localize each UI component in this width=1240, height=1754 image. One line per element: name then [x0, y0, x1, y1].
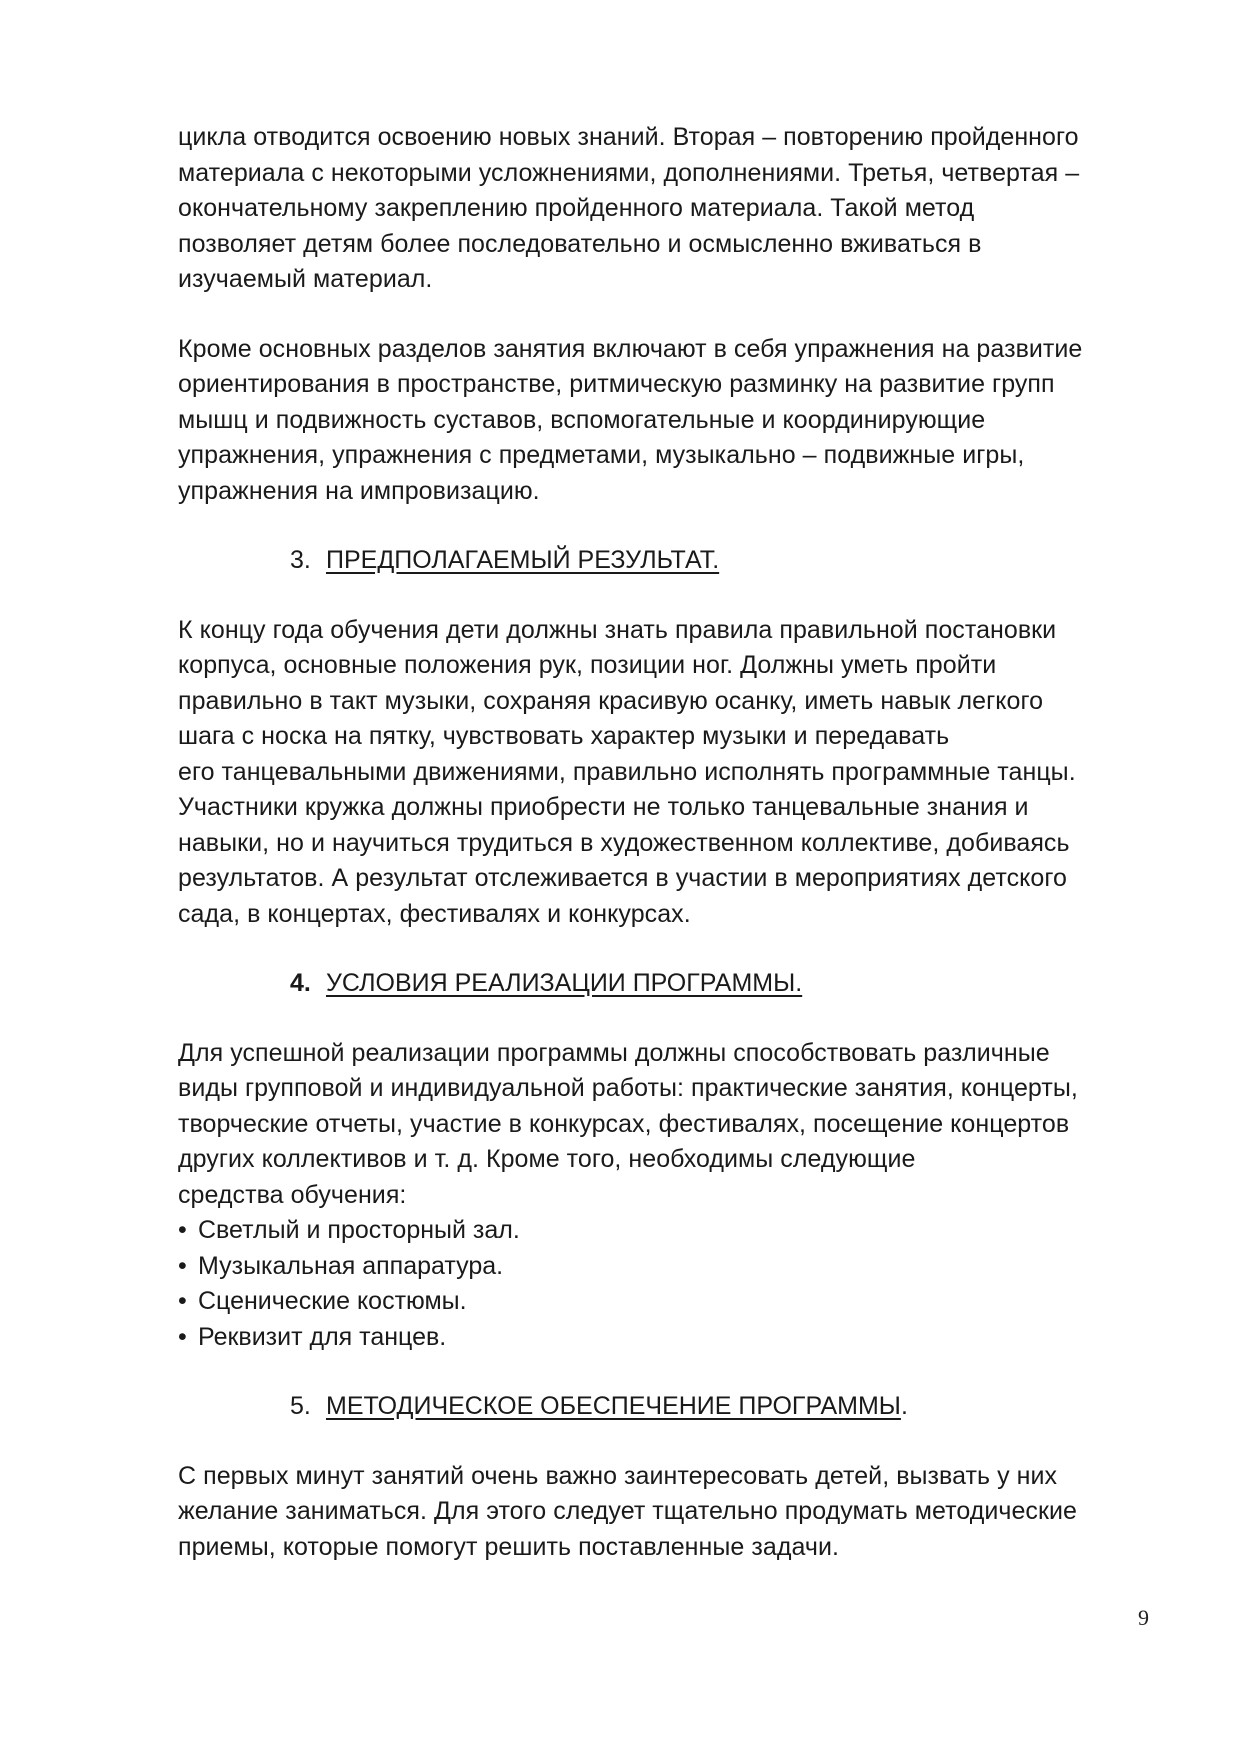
paragraph-line: изучаемый материал.	[178, 265, 433, 293]
list-item	[178, 1249, 1178, 1285]
paragraph-line: Кроме основных разделов занятия включают в себя упражнения на развитие	[178, 334, 1083, 363]
paragraph-line: его танцевальными движениями, правильно исполнять программные танцы.	[178, 757, 1076, 786]
section-3-heading	[178, 543, 1178, 579]
bullet-icon: •	[178, 1216, 187, 1244]
paragraph-gap	[178, 298, 1178, 332]
section-number: 3.	[290, 546, 311, 574]
paragraph-line: виды групповой и индивидуальной работы: практические занятия, концерты,	[178, 1074, 1078, 1102]
bullet-icon: •	[178, 1251, 187, 1280]
extra-exercises-paragraph	[178, 332, 1178, 510]
section-title: УСЛОВИЯ РЕАЛИЗАЦИИ ПРОГРАММЫ.	[326, 969, 803, 997]
paragraph-line: результатов. А результат отслеживается в участии в мероприятиях детского	[178, 864, 1067, 892]
section-3-paragraph	[178, 613, 1178, 933]
paragraph-line: ориентирования в пространстве, ритмическую разминку на развитие групп	[178, 370, 1055, 398]
list-item-text: Реквизит для танцев.	[198, 1322, 447, 1351]
document-page	[178, 120, 1178, 1565]
list-item	[178, 1320, 1178, 1356]
paragraph-gap	[178, 1355, 1178, 1389]
section-number: 4.	[290, 969, 311, 997]
list-item-text: Светлый и просторный зал.	[198, 1216, 520, 1244]
paragraph-line: правильно в такт музыки, сохраняя красивую осанку, иметь навык легкого	[178, 686, 1044, 715]
paragraph-gap	[178, 932, 1178, 966]
paragraph-line: средства обучения:	[178, 1180, 407, 1209]
section-4-heading	[178, 966, 1178, 1002]
list-item	[178, 1284, 1178, 1320]
section-4-paragraph	[178, 1036, 1178, 1214]
paragraph-line: С первых минут занятий очень важно заинтересовать детей, вызвать у них	[178, 1461, 1058, 1490]
equipment-list	[178, 1213, 1178, 1355]
section-title: ПРЕДПОЛАГАЕМЫЙ РЕЗУЛЬТАТ.	[326, 546, 720, 574]
section-title: МЕТОДИЧЕСКОЕ ОБЕСПЕЧЕНИЕ ПРОГРАММЫ	[326, 1392, 901, 1420]
paragraph-line: окончательному закреплению пройденного материала. Такой метод	[178, 194, 975, 222]
list-item-text: Музыкальная аппаратура.	[198, 1251, 504, 1280]
paragraph-line: приемы, которые помогут решить поставленные задачи.	[178, 1532, 839, 1561]
paragraph-line: шага с носка на пятку, чувствовать характер музыки и передавать	[178, 722, 950, 750]
paragraph-gap	[178, 579, 1178, 613]
page-number: 9	[1138, 1605, 1149, 1630]
paragraph-line: Для успешной реализации программы должны способствовать различные	[178, 1038, 1050, 1067]
paragraph-line: упражнения, упражнения с предметами, музыкально – подвижные игры,	[178, 441, 1025, 469]
paragraph-line: Участники кружка должны приобрести не только танцевальные знания и	[178, 793, 1029, 821]
paragraph-line: других коллективов и т. д. Кроме того, необходимы следующие	[178, 1145, 916, 1173]
list-item-text: Сценические костюмы.	[198, 1287, 467, 1315]
list-item	[178, 1213, 1178, 1249]
paragraph-gap	[178, 1002, 1178, 1036]
paragraph-line: сада, в концертах, фестивалях и конкурсах.	[178, 899, 691, 928]
section-title-period: .	[900, 1392, 908, 1420]
paragraph-line: корпуса, основные положения рук, позиции ног. Должны уметь пройти	[178, 651, 997, 679]
paragraph-line: материала с некоторыми усложнениями, дополнениями. Третья, четвертая –	[178, 158, 1080, 187]
paragraph-line: желание заниматься. Для этого следует тщательно продумать методические	[178, 1497, 1077, 1525]
paragraph-line: навыки, но и научиться трудиться в художественном коллективе, добиваясь	[178, 828, 1070, 857]
paragraph-line: К концу года обучения дети должны знать правила правильной постановки	[178, 615, 1057, 644]
section-number: 5.	[290, 1392, 311, 1420]
section-5-heading	[178, 1389, 1178, 1425]
section-5-paragraph	[178, 1459, 1178, 1566]
paragraph-line: цикла отводится освоению новых знаний. Вторая – повторению пройденного	[178, 123, 1079, 151]
paragraph-gap	[178, 509, 1178, 543]
paragraph-line: мышц и подвижность суставов, вспомогательные и координирующие	[178, 405, 986, 434]
bullet-icon: •	[178, 1322, 187, 1351]
paragraph-line: творческие отчеты, участие в конкурсах, фестивалях, посещение концертов	[178, 1109, 1070, 1138]
bullet-icon: •	[178, 1287, 187, 1315]
paragraph-line: позволяет детям более последовательно и осмысленно вживаться в	[178, 229, 982, 258]
intro-paragraph	[178, 120, 1178, 298]
paragraph-line: упражнения на импровизацию.	[178, 476, 540, 505]
paragraph-gap	[178, 1425, 1178, 1459]
